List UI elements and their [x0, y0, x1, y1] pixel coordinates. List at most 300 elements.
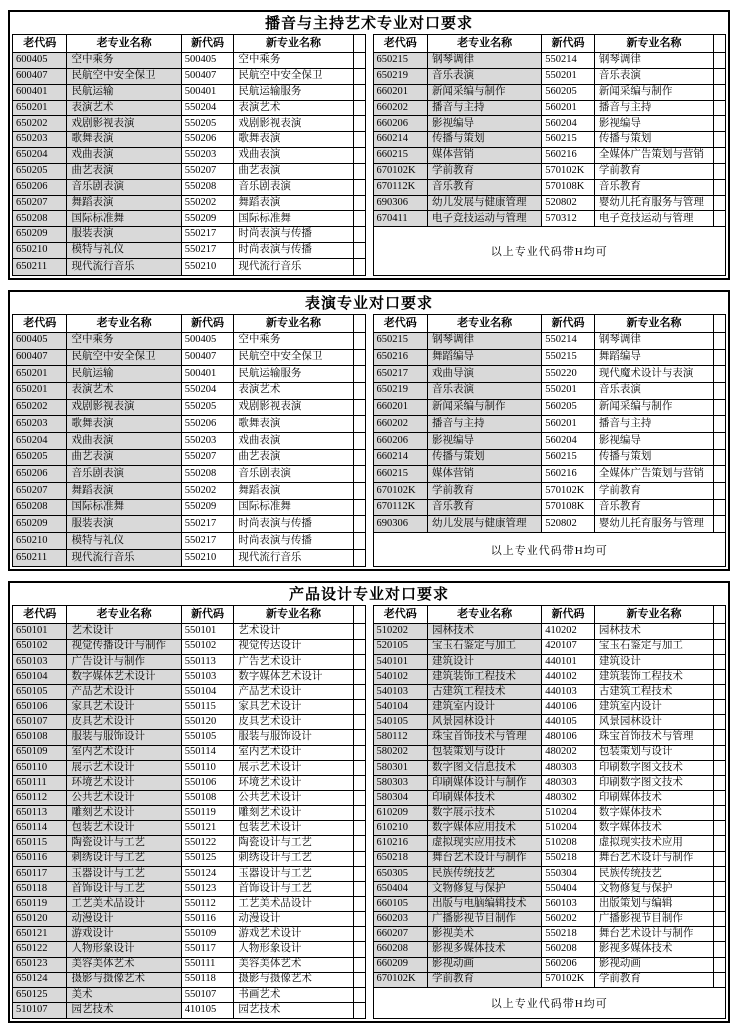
table-row	[13, 116, 365, 132]
note-cell: 以上专业代码带H均可	[490, 997, 608, 1010]
header-row	[13, 315, 365, 333]
new-name-cell: 家具艺术设计	[234, 700, 353, 714]
spacer-cell	[354, 927, 365, 941]
new-name-cell: 环境艺术设计	[234, 776, 353, 790]
new-name-cell: 产品艺术设计	[234, 685, 353, 699]
old-code-cell: 650209	[13, 516, 67, 532]
table-row	[374, 700, 726, 715]
old-code-cell: 650112	[13, 791, 67, 805]
spacer-cell	[354, 132, 365, 147]
right-subtable	[373, 605, 727, 1019]
table-row	[374, 196, 726, 212]
old-code-cell: 650202	[13, 116, 67, 131]
new-code-cell: 550210	[182, 259, 235, 275]
table-row	[13, 227, 365, 243]
table-row	[374, 685, 726, 700]
new-code-cell: 480303	[542, 761, 595, 775]
old-name-cell: 展示艺术设计	[67, 761, 181, 775]
column-header: 老专业名称	[428, 606, 542, 623]
table-row	[13, 243, 365, 259]
old-name-cell: 建筑室内设计	[428, 700, 542, 714]
old-name-cell: 幼儿发展与健康管理	[428, 516, 542, 532]
table-row	[13, 366, 365, 383]
new-name-cell: 影视动画	[595, 958, 714, 972]
table-row	[13, 761, 365, 776]
new-name-cell: 艺术设计	[234, 624, 353, 638]
old-name-cell: 民族传统技艺	[428, 867, 542, 881]
old-name-cell: 印刷媒体设计与制作	[428, 776, 542, 790]
new-name-cell: 建筑室内设计	[595, 700, 714, 714]
subtable-pair	[12, 605, 726, 1019]
spacer-cell	[714, 516, 725, 532]
table-row	[13, 259, 365, 275]
new-name-cell: 公共艺术设计	[234, 791, 353, 805]
old-code-cell: 650211	[13, 259, 67, 275]
new-code-cell: 480106	[542, 730, 595, 744]
new-name-cell: 音乐教育	[595, 500, 714, 516]
new-code-cell: 550116	[182, 912, 235, 926]
column-header: 新代码	[542, 606, 595, 623]
old-code-cell: 650210	[13, 243, 67, 258]
old-code-cell: 580202	[374, 746, 428, 760]
spacer-cell	[714, 942, 725, 956]
spacer-cell	[714, 101, 725, 116]
new-code-cell: 550208	[182, 180, 235, 195]
new-name-cell: 建筑设计	[595, 655, 714, 669]
spacer-cell	[354, 730, 365, 744]
spacer-cell	[354, 685, 365, 699]
left-subtable	[12, 314, 366, 568]
new-code-cell: 550112	[182, 897, 235, 911]
table-row	[374, 836, 726, 851]
old-name-cell: 戏剧影视表演	[67, 400, 181, 416]
table-row	[13, 700, 365, 715]
spacer-cell	[714, 882, 725, 896]
old-name-cell: 室内艺术设计	[67, 746, 181, 760]
spacer-cell	[354, 746, 365, 760]
old-code-cell: 650106	[13, 700, 67, 714]
new-code-cell: 550202	[182, 483, 235, 499]
spacer-cell	[714, 606, 725, 623]
old-name-cell: 出版与电脑编辑技术	[428, 897, 542, 911]
old-code-cell: 610216	[374, 836, 428, 850]
new-name-cell: 人物形象设计	[234, 942, 353, 956]
new-code-cell: 550220	[542, 366, 595, 382]
table-row	[13, 942, 365, 957]
new-code-cell: 500407	[182, 350, 235, 366]
column-header: 新专业名称	[595, 606, 714, 623]
old-code-cell: 660201	[374, 85, 428, 100]
new-code-cell: 550115	[182, 700, 235, 714]
spacer-cell	[714, 624, 725, 638]
old-name-cell: 音乐教育	[428, 180, 542, 195]
spacer-cell	[354, 35, 365, 52]
spacer-cell	[354, 655, 365, 669]
table-row	[13, 958, 365, 973]
old-code-cell: 650110	[13, 761, 67, 775]
old-name-cell: 文物修复与保护	[428, 882, 542, 896]
table-title: 产品设计专业对口要求	[288, 587, 449, 604]
old-code-cell: 650115	[13, 836, 67, 850]
old-code-cell: 650122	[13, 942, 67, 956]
new-name-cell: 珠宝首饰技术与管理	[595, 730, 714, 744]
table-row	[13, 655, 365, 670]
old-name-cell: 美容美体艺术	[67, 958, 181, 972]
new-name-cell: 民航空中安全保卫	[234, 350, 353, 366]
column-header: 老专业名称	[67, 315, 181, 332]
note-row	[374, 988, 726, 1018]
spacer-cell	[354, 882, 365, 896]
new-code-cell: 520802	[542, 196, 595, 211]
spacer-cell	[714, 350, 725, 366]
old-code-cell: 660206	[374, 116, 428, 131]
old-name-cell: 园林技术	[428, 624, 542, 638]
table-row	[13, 897, 365, 912]
spacer-cell	[714, 761, 725, 775]
old-code-cell: 660202	[374, 101, 428, 116]
table-row	[13, 433, 365, 450]
new-name-cell: 园艺技术	[234, 1003, 353, 1018]
old-name-cell: 舞蹈编导	[428, 350, 542, 366]
spacer-cell	[354, 806, 365, 820]
new-code-cell: 550218	[542, 927, 595, 941]
table-row	[13, 211, 365, 227]
new-code-cell: 550215	[542, 350, 595, 366]
spacer-cell	[714, 655, 725, 669]
new-name-cell: 新闻采编与制作	[595, 85, 714, 100]
old-name-cell: 首饰设计与工艺	[67, 882, 181, 896]
old-name-cell: 陶瓷设计与工艺	[67, 836, 181, 850]
old-name-cell: 戏曲表演	[67, 433, 181, 449]
old-name-cell: 空中乘务	[67, 333, 181, 349]
old-code-cell: 650208	[13, 500, 67, 516]
old-name-cell: 影视美术	[428, 927, 542, 941]
table-row	[374, 101, 726, 117]
right-subtable	[373, 314, 727, 568]
table-row	[374, 867, 726, 882]
column-header: 新专业名称	[595, 35, 714, 52]
table-row	[374, 761, 726, 776]
old-code-cell: 650101	[13, 624, 67, 638]
old-code-cell: 510107	[13, 1003, 67, 1018]
new-code-cell: 410202	[542, 624, 595, 638]
table-row	[374, 500, 726, 517]
table-row	[13, 927, 365, 942]
new-code-cell: 550203	[182, 148, 235, 163]
old-name-cell: 表演艺术	[67, 383, 181, 399]
table-row	[374, 350, 726, 367]
new-code-cell: 550404	[542, 882, 595, 896]
column-header: 老专业名称	[428, 35, 542, 52]
old-code-cell: 670112K	[374, 180, 428, 195]
spacer-cell	[714, 852, 725, 866]
old-code-cell: 650203	[13, 132, 67, 147]
old-code-cell: 540103	[374, 685, 428, 699]
note-row	[374, 227, 726, 275]
old-name-cell: 包装艺术设计	[67, 821, 181, 835]
old-code-cell: 650216	[374, 350, 428, 366]
table-row	[13, 806, 365, 821]
spacer-cell	[714, 836, 725, 850]
new-code-cell: 550118	[182, 973, 235, 987]
old-code-cell: 650207	[13, 196, 67, 211]
old-code-cell: 600405	[13, 333, 67, 349]
new-code-cell: 510208	[542, 836, 595, 850]
note-row	[374, 533, 726, 566]
new-name-cell: 时尚表演与传播	[234, 516, 353, 532]
left-subtable	[12, 605, 366, 1019]
spacer-cell	[714, 912, 725, 926]
spacer-cell	[354, 867, 365, 881]
table-row	[13, 533, 365, 550]
old-name-cell: 包装策划与设计	[428, 746, 542, 760]
spacer-cell	[354, 333, 365, 349]
old-code-cell: 650201	[13, 383, 67, 399]
old-name-cell: 传播与策划	[428, 132, 542, 147]
new-code-cell: 420107	[542, 640, 595, 654]
old-name-cell: 舞台艺术设计与制作	[428, 852, 542, 866]
table-row	[374, 882, 726, 897]
column-header: 新专业名称	[595, 315, 714, 332]
new-name-cell: 古建筑工程技术	[595, 685, 714, 699]
old-name-cell: 幼儿发展与健康管理	[428, 196, 542, 211]
old-name-cell: 学前教育	[428, 164, 542, 179]
new-code-cell: 500405	[182, 333, 235, 349]
new-name-cell: 民族传统技艺	[595, 867, 714, 881]
spacer-cell	[354, 450, 365, 466]
new-name-cell: 园林技术	[595, 624, 714, 638]
table-row	[374, 466, 726, 483]
new-code-cell: 550123	[182, 882, 235, 896]
table-row	[13, 53, 365, 69]
table-row	[374, 132, 726, 148]
new-name-cell: 学前教育	[595, 973, 714, 987]
new-name-cell: 数字媒体艺术设计	[234, 670, 353, 684]
new-name-cell: 雕刻艺术设计	[234, 806, 353, 820]
new-name-cell: 游戏艺术设计	[234, 927, 353, 941]
old-code-cell: 650111	[13, 776, 67, 790]
spacer-cell	[354, 958, 365, 972]
new-name-cell: 展示艺术设计	[234, 761, 353, 775]
column-header: 老专业名称	[428, 315, 542, 332]
table-row	[374, 670, 726, 685]
spacer-cell	[354, 533, 365, 549]
table-row	[374, 624, 726, 639]
table-row	[374, 655, 726, 670]
new-name-cell: 舞台艺术设计与制作	[595, 927, 714, 941]
table-row	[13, 1003, 365, 1018]
old-name-cell: 舞蹈表演	[67, 483, 181, 499]
old-name-cell: 音乐表演	[428, 69, 542, 84]
new-code-cell: 560216	[542, 466, 595, 482]
table-row	[374, 516, 726, 533]
new-code-cell: 560103	[542, 897, 595, 911]
spacer-cell	[354, 912, 365, 926]
old-name-cell: 影视编导	[428, 433, 542, 449]
old-code-cell: 650104	[13, 670, 67, 684]
old-code-cell: 660207	[374, 927, 428, 941]
spacer-cell	[714, 211, 725, 226]
old-name-cell: 空中乘务	[67, 53, 181, 68]
old-name-cell: 工艺美术品设计	[67, 897, 181, 911]
old-name-cell: 民航运输	[67, 85, 181, 100]
old-name-cell: 新闻采编与制作	[428, 400, 542, 416]
spacer-cell	[714, 700, 725, 714]
old-code-cell: 610210	[374, 821, 428, 835]
table-row	[13, 101, 365, 117]
new-code-cell: 550108	[182, 791, 235, 805]
table-row	[13, 882, 365, 897]
new-code-cell: 500401	[182, 366, 235, 382]
right-subtable	[373, 34, 727, 276]
old-name-cell: 曲艺表演	[67, 450, 181, 466]
old-name-cell: 歌舞表演	[67, 132, 181, 147]
new-code-cell: 550117	[182, 942, 235, 956]
new-code-cell: 550203	[182, 433, 235, 449]
new-name-cell: 广告艺术设计	[234, 655, 353, 669]
old-name-cell: 电子竞技运动与管理	[428, 211, 542, 226]
new-code-cell: 440102	[542, 670, 595, 684]
new-code-cell: 440106	[542, 700, 595, 714]
new-name-cell: 时尚表演与传播	[234, 533, 353, 549]
old-code-cell: 650210	[13, 533, 67, 549]
new-code-cell: 560201	[542, 416, 595, 432]
column-header: 新代码	[542, 35, 595, 52]
new-name-cell: 戏剧影视表演	[234, 400, 353, 416]
old-code-cell: 650208	[13, 211, 67, 226]
new-name-cell: 玉器设计与工艺	[234, 867, 353, 881]
old-name-cell: 音乐教育	[428, 500, 542, 516]
new-name-cell: 影视编导	[595, 433, 714, 449]
table-row	[13, 416, 365, 433]
table-row	[374, 821, 726, 836]
old-name-cell: 服装表演	[67, 227, 181, 242]
spacer-cell	[354, 383, 365, 399]
new-name-cell: 数字媒体技术	[595, 821, 714, 835]
old-name-cell: 环境艺术设计	[67, 776, 181, 790]
table-row	[374, 776, 726, 791]
column-header: 老代码	[13, 606, 67, 623]
table-row	[13, 164, 365, 180]
new-name-cell: 室内艺术设计	[234, 746, 353, 760]
spacer-cell	[714, 416, 725, 432]
spacer-cell	[714, 500, 725, 516]
old-name-cell: 服装表演	[67, 516, 181, 532]
table-row	[13, 715, 365, 730]
spacer-cell	[714, 483, 725, 499]
spacer-cell	[354, 180, 365, 195]
new-code-cell: 560205	[542, 85, 595, 100]
old-name-cell: 影视动画	[428, 958, 542, 972]
table-row	[13, 550, 365, 567]
spacer-cell	[354, 196, 365, 211]
spacer-cell	[354, 259, 365, 275]
spacer-cell	[354, 897, 365, 911]
table-row	[374, 148, 726, 164]
old-name-cell: 广播影视节目制作	[428, 912, 542, 926]
table-row	[13, 730, 365, 745]
old-name-cell: 模特与礼仪	[67, 533, 181, 549]
new-name-cell: 出版策划与编辑	[595, 897, 714, 911]
spacer-cell	[714, 132, 725, 147]
new-code-cell: 570102K	[542, 483, 595, 499]
old-code-cell: 650201	[13, 101, 67, 116]
table-row	[374, 85, 726, 101]
spacer-cell	[354, 400, 365, 416]
old-name-cell: 数字图文信息技术	[428, 761, 542, 775]
new-name-cell: 舞蹈表演	[234, 196, 353, 211]
old-code-cell: 650118	[13, 882, 67, 896]
new-name-cell: 虚拟现实技术应用	[595, 836, 714, 850]
spacer-cell	[354, 670, 365, 684]
old-code-cell: 670411	[374, 211, 428, 226]
new-code-cell: 550210	[182, 550, 235, 567]
new-code-cell: 550214	[542, 53, 595, 68]
old-name-cell: 皮具艺术设计	[67, 715, 181, 729]
new-name-cell: 影视编导	[595, 116, 714, 131]
header-row	[374, 35, 726, 53]
new-name-cell: 现代流行音乐	[234, 550, 353, 567]
old-name-cell: 数字媒体艺术设计	[67, 670, 181, 684]
new-code-cell: 550204	[182, 101, 235, 116]
spacer-cell	[714, 383, 725, 399]
new-code-cell: 550107	[182, 988, 235, 1002]
table-row	[13, 196, 365, 212]
spacer-cell	[354, 315, 365, 332]
table-title: 播音与主持艺术专业对口要求	[264, 16, 473, 32]
old-code-cell: 650203	[13, 416, 67, 432]
table-row	[13, 791, 365, 806]
spacer-cell	[714, 973, 725, 987]
table-row	[13, 148, 365, 164]
new-code-cell: 570102K	[542, 973, 595, 987]
new-name-cell: 民航运输服务	[234, 366, 353, 382]
spacer-cell	[354, 1003, 365, 1018]
old-code-cell: 540102	[374, 670, 428, 684]
spacer-cell	[354, 85, 365, 100]
old-code-cell: 650125	[13, 988, 67, 1002]
old-code-cell: 660208	[374, 942, 428, 956]
old-name-cell: 影视多媒体技术	[428, 942, 542, 956]
spacer-cell	[354, 101, 365, 116]
performance-table-section	[8, 290, 730, 572]
old-name-cell: 珠宝首饰技术与管理	[428, 730, 542, 744]
spacer-cell	[714, 670, 725, 684]
new-name-cell: 国际标准舞	[234, 500, 353, 516]
old-name-cell: 玉器设计与工艺	[67, 867, 181, 881]
new-code-cell: 560204	[542, 433, 595, 449]
old-name-cell: 舞蹈表演	[67, 196, 181, 211]
new-name-cell: 包装艺术设计	[234, 821, 353, 835]
spacer-cell	[714, 640, 725, 654]
new-name-cell: 文物修复与保护	[595, 882, 714, 896]
old-code-cell: 650207	[13, 483, 67, 499]
old-name-cell: 戏曲导演	[428, 366, 542, 382]
new-code-cell: 550105	[182, 730, 235, 744]
old-name-cell: 学前教育	[428, 973, 542, 987]
old-code-cell: 660215	[374, 148, 428, 163]
table-row	[13, 85, 365, 101]
old-name-cell: 媒体营销	[428, 148, 542, 163]
spacer-cell	[354, 366, 365, 382]
new-code-cell: 560208	[542, 942, 595, 956]
table-row	[374, 973, 726, 988]
spacer-cell	[714, 333, 725, 349]
new-code-cell: 560215	[542, 450, 595, 466]
new-code-cell: 550114	[182, 746, 235, 760]
spacer-cell	[354, 988, 365, 1002]
new-name-cell: 播音与主持	[595, 101, 714, 116]
